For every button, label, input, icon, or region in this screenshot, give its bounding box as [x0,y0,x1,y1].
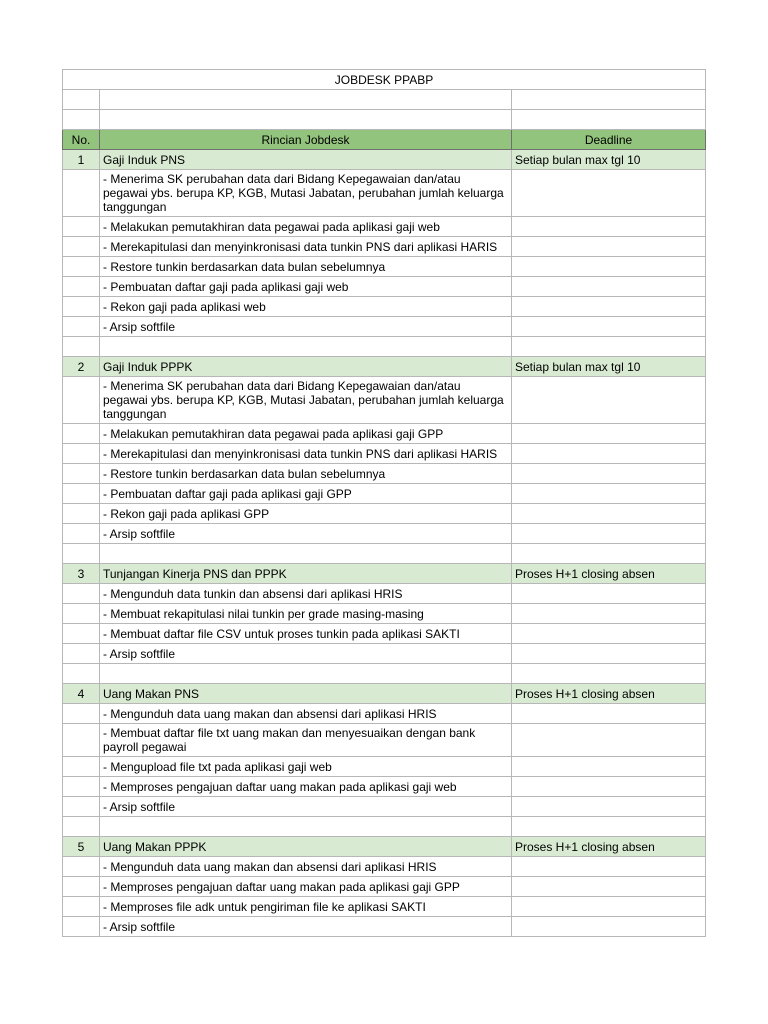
section-number: 4 [63,684,100,704]
section-number: 1 [63,150,100,170]
empty-cell [512,584,706,604]
task-row [63,257,706,277]
empty-cell [100,664,512,684]
task-item: - Arsip softfile [100,524,512,544]
task-item: - Arsip softfile [100,797,512,817]
empty-cell [512,644,706,664]
empty-cell [63,724,100,757]
empty-cell [63,217,100,237]
task-item: - Melakukan pemutakhiran data pegawai pada aplikasi gaji GPP [100,424,512,444]
empty-cell [512,797,706,817]
task-item: - Menerima SK perubahan data dari Bidang Kepegawaian dan/atau pegawai ybs. berupa KP, KGB, Mutasi Jabatan, perubahan jumlah keluarga tanggungan [100,170,512,217]
empty-cell [512,757,706,777]
blank-row [63,110,706,130]
task-row [63,217,706,237]
section-number: 3 [63,564,100,584]
task-item: - Pembuatan daftar gaji pada aplikasi gaji web [100,277,512,297]
section-row [63,684,706,704]
task-item: - Melakukan pemutakhiran data pegawai pada aplikasi gaji web [100,217,512,237]
task-row [63,524,706,544]
task-row [63,624,706,644]
task-item: - Merekapitulasi dan menyinkronisasi data tunkin PNS dari aplikasi HARIS [100,237,512,257]
task-item: - Membuat rekapitulasi nilai tunkin per grade masing-masing [100,604,512,624]
task-item: - Membuat daftar file CSV untuk proses tunkin pada aplikasi SAKTI [100,624,512,644]
task-item: - Merekapitulasi dan menyinkronisasi data tunkin PNS dari aplikasi HARIS [100,444,512,464]
section-deadline: Proses H+1 closing absen [512,684,706,704]
empty-cell [512,877,706,897]
task-item: - Arsip softfile [100,644,512,664]
task-row [63,604,706,624]
task-item: - Menerima SK perubahan data dari Bidang Kepegawaian dan/atau pegawai ybs. berupa KP, KGB, Mutasi Jabatan, perubahan jumlah keluarga tanggungan [100,377,512,424]
task-row [63,464,706,484]
empty-cell [100,817,512,837]
empty-cell [512,110,706,130]
section-row [63,150,706,170]
empty-cell [512,377,706,424]
empty-cell [63,237,100,257]
task-row [63,797,706,817]
blank-row [63,90,706,110]
empty-cell [512,484,706,504]
sheet-title: JOBDESK PPABP [63,70,706,90]
empty-cell [100,110,512,130]
empty-cell [63,464,100,484]
task-row [63,484,706,504]
empty-cell [512,337,706,357]
title-row [63,70,706,90]
task-item: - Membuat daftar file txt uang makan dan menyesuaikan dengan bank payroll pegawai [100,724,512,757]
empty-cell [63,664,100,684]
empty-cell [63,777,100,797]
empty-cell [63,644,100,664]
empty-cell [63,797,100,817]
task-item: - Arsip softfile [100,317,512,337]
section-deadline: Proses H+1 closing absen [512,564,706,584]
empty-cell [63,424,100,444]
blank-row [63,544,706,564]
empty-cell [63,337,100,357]
task-row [63,897,706,917]
empty-cell [512,257,706,277]
empty-cell [63,704,100,724]
task-item: - Mengunduh data tunkin dan absensi dari aplikasi HRIS [100,584,512,604]
task-row [63,757,706,777]
header-deadline: Deadline [512,130,706,150]
empty-cell [512,724,706,757]
empty-cell [512,464,706,484]
section-name: Gaji Induk PNS [100,150,512,170]
empty-cell [63,484,100,504]
section-number: 2 [63,357,100,377]
empty-cell [512,917,706,937]
empty-cell [100,90,512,110]
empty-cell [63,317,100,337]
empty-cell [63,757,100,777]
empty-cell [63,624,100,644]
empty-cell [63,877,100,897]
empty-cell [512,704,706,724]
task-item: - Pembuatan daftar gaji pada aplikasi gaji GPP [100,484,512,504]
section-row [63,837,706,857]
task-row [63,170,706,217]
header-no: No. [63,130,100,150]
empty-cell [63,377,100,424]
task-item: - Memproses file adk untuk pengiriman file ke aplikasi SAKTI [100,897,512,917]
empty-cell [63,90,100,110]
task-row [63,377,706,424]
task-row [63,584,706,604]
blank-row [63,337,706,357]
empty-cell [100,544,512,564]
task-row [63,877,706,897]
task-row [63,644,706,664]
empty-cell [63,297,100,317]
empty-cell [512,424,706,444]
task-item: - Mengunduh data uang makan dan absensi dari aplikasi HRIS [100,857,512,877]
empty-cell [63,257,100,277]
empty-cell [512,857,706,877]
empty-cell [63,917,100,937]
empty-cell [63,504,100,524]
empty-cell [512,604,706,624]
empty-cell [63,170,100,217]
empty-cell [512,897,706,917]
empty-cell [512,777,706,797]
task-row [63,504,706,524]
task-item: - Memproses pengajuan daftar uang makan pada aplikasi gaji GPP [100,877,512,897]
empty-cell [63,110,100,130]
task-item: - Restore tunkin berdasarkan data bulan sebelumnya [100,257,512,277]
section-deadline: Proses H+1 closing absen [512,837,706,857]
task-item: - Restore tunkin berdasarkan data bulan sebelumnya [100,464,512,484]
empty-cell [512,237,706,257]
task-row [63,857,706,877]
task-item: - Rekon gaji pada aplikasi GPP [100,504,512,524]
jobdesk-sheet [62,69,705,937]
empty-cell [63,604,100,624]
task-row [63,317,706,337]
empty-cell [63,584,100,604]
task-item: - Rekon gaji pada aplikasi web [100,297,512,317]
empty-cell [512,624,706,644]
task-row [63,297,706,317]
empty-cell [63,544,100,564]
header-row [63,130,706,150]
task-row [63,777,706,797]
section-deadline: Setiap bulan max tgl 10 [512,150,706,170]
empty-cell [512,170,706,217]
section-name: Tunjangan Kinerja PNS dan PPPK [100,564,512,584]
section-number: 5 [63,837,100,857]
empty-cell [512,544,706,564]
empty-cell [512,504,706,524]
section-name: Uang Makan PPPK [100,837,512,857]
task-item: - Mengunduh data uang makan dan absensi dari aplikasi HRIS [100,704,512,724]
section-name: Gaji Induk PPPK [100,357,512,377]
header-task: Rincian Jobdesk [100,130,512,150]
task-row [63,277,706,297]
empty-cell [63,277,100,297]
task-row [63,704,706,724]
empty-cell [512,524,706,544]
empty-cell [63,444,100,464]
empty-cell [63,524,100,544]
empty-cell [512,317,706,337]
jobdesk-table [62,69,706,937]
section-row [63,357,706,377]
task-row [63,917,706,937]
empty-cell [100,337,512,357]
empty-cell [63,897,100,917]
empty-cell [63,857,100,877]
empty-cell [512,444,706,464]
task-item: - Arsip softfile [100,917,512,937]
blank-row [63,664,706,684]
task-row [63,424,706,444]
section-deadline: Setiap bulan max tgl 10 [512,357,706,377]
empty-cell [512,277,706,297]
section-name: Uang Makan PNS [100,684,512,704]
empty-cell [512,664,706,684]
empty-cell [63,817,100,837]
blank-row [63,817,706,837]
section-row [63,564,706,584]
empty-cell [512,217,706,237]
task-item: - Mengupload file txt pada aplikasi gaji web [100,757,512,777]
task-row [63,444,706,464]
empty-cell [512,297,706,317]
empty-cell [512,90,706,110]
task-item: - Memproses pengajuan daftar uang makan pada aplikasi gaji web [100,777,512,797]
task-row [63,237,706,257]
empty-cell [512,817,706,837]
task-row [63,724,706,757]
